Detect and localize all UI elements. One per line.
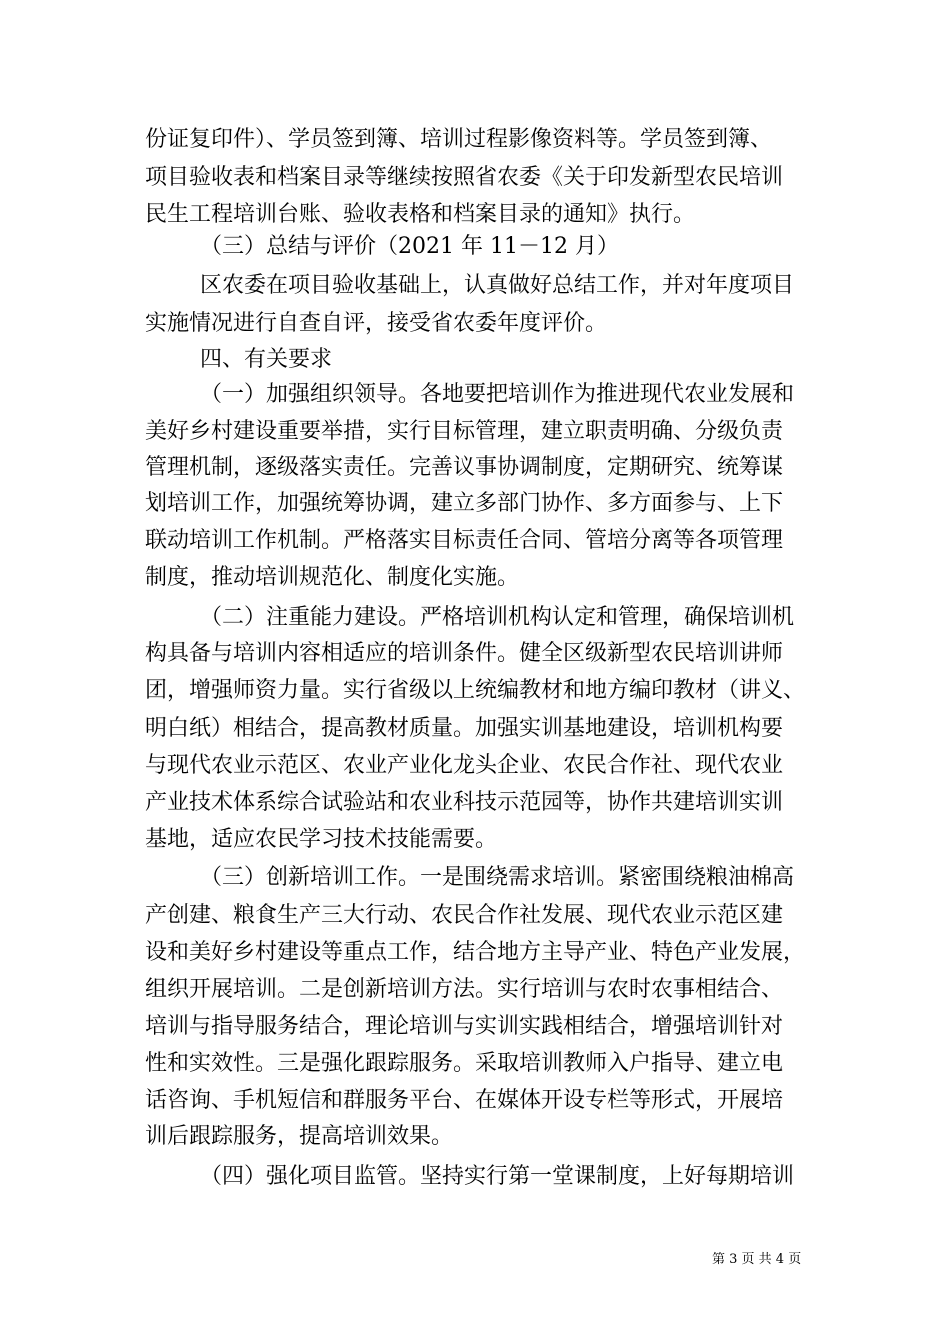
body-line: 产业技术体系综合试验站和农业科技示范园等，协作共建培训实训 <box>145 790 784 815</box>
body-line: 产创建、粮食生产三大行动、农民合作社发展、现代农业示范区建 <box>145 903 784 928</box>
body-line: 话咨询、手机短信和群服务平台、在媒体开设专栏等形式，开展培 <box>145 1088 784 1113</box>
body-line: 训后跟踪服务，提高培训效果。 <box>145 1124 454 1149</box>
body-line: （四）强化项目监管。坚持实行第一堂课制度，上好每期培训 <box>200 1164 795 1189</box>
body-line: 实施情况进行自查自评，接受省农委年度评价。 <box>145 311 608 336</box>
body-line: 培训与指导服务结合，理论培训与实训实践相结合，增强培训针对 <box>145 1014 784 1039</box>
body-line: 构具备与培训内容相适应的培训条件。健全区级新型农民培训讲师 <box>145 641 784 666</box>
body-line: 基地，适应农民学习技术技能需要。 <box>145 827 498 852</box>
body-line: （三）创新培训工作。一是围绕需求培训。紧密围绕粮油棉高 <box>200 865 795 890</box>
body-line: 组织开展培训。二是创新培训方法。实行培训与农时农事相结合、 <box>145 977 784 1002</box>
body-line: （一）加强组织领导。各地要把培训作为推进现代农业发展和 <box>200 382 795 407</box>
body-line: 制度，推动培训规范化、制度化实施。 <box>145 565 520 590</box>
body-line: 明白纸）相结合，提高教材质量。加强实训基地建设，培训机构要 <box>145 716 784 741</box>
body-line: 团，增强师资力量。实行省级以上统编教材和地方编印教材（讲义、 <box>145 678 806 703</box>
body-line: 联动培训工作机制。严格落实目标责任合同、管培分离等各项管理 <box>145 528 784 553</box>
body-line: 项目验收表和档案目录等继续按照省农委《关于印发新型农民培训 <box>145 165 784 190</box>
body-line: （二）注重能力建设。严格培训机构认定和管理，确保培训机 <box>200 605 795 630</box>
section-heading: （三）总结与评价（2021 年 11－12 月） <box>200 234 619 259</box>
body-line: 份证复印件）、学员签到簿、培训过程影像资料等。学员签到簿、 <box>145 127 773 152</box>
body-line: 管理机制，逐级落实责任。完善议事协调制度，定期研究、统筹谋 <box>145 455 784 480</box>
body-line: 性和实效性。三是强化跟踪服务。采取培训教师入户指导、建立电 <box>145 1051 784 1076</box>
body-line: 美好乡村建设重要举措，实行目标管理，建立职责明确、分级负责 <box>145 419 784 444</box>
body-line: 与现代农业示范区、农业产业化龙头企业、农民合作社、现代农业 <box>145 753 784 778</box>
body-line: 设和美好乡村建设等重点工作，结合地方主导产业、特色产业发展， <box>145 940 806 965</box>
body-line: 划培训工作，加强统筹协调，建立多部门协作、多方面参与、上下 <box>145 491 784 516</box>
body-line: 区农委在项目验收基础上，认真做好总结工作，并对年度项目 <box>200 273 795 298</box>
page-number-footer: 第 3 页 共 4 页 <box>712 1252 802 1267</box>
section-heading: 四、有关要求 <box>200 347 333 372</box>
body-line: 民生工程培训台账、验收表格和档案目录的通知》执行。 <box>145 202 696 227</box>
